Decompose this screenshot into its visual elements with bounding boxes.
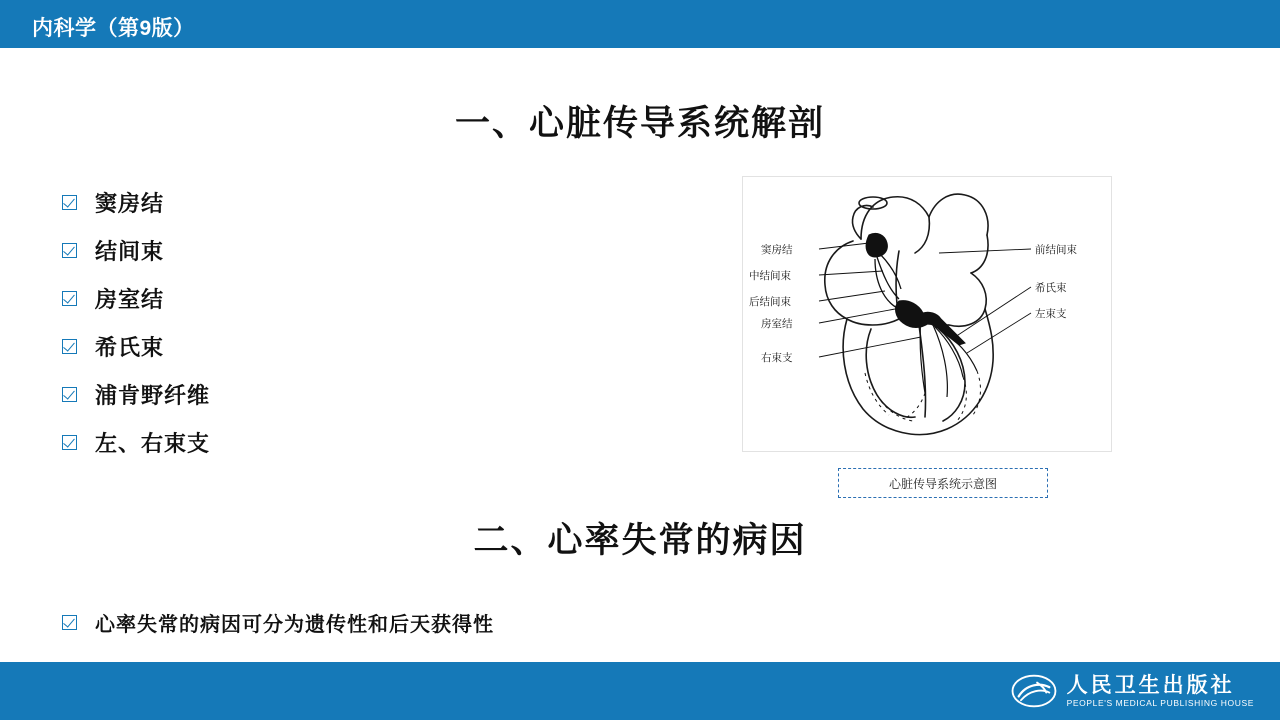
- check-icon: [62, 387, 77, 402]
- fig-label-av-node: 房室结: [761, 318, 793, 330]
- heart-diagram-svg: [743, 177, 1112, 452]
- section-title-etiology: 二、心率失常的病因: [473, 521, 807, 560]
- list-item: [62, 226, 482, 274]
- list-item-label: 结间束: [95, 238, 165, 264]
- publisher-logo: [1011, 670, 1254, 712]
- list-item-label: 浦肯野纤维: [95, 382, 211, 408]
- list-item-label: 希氏束: [95, 334, 165, 360]
- list-item: [62, 370, 482, 418]
- figure-caption: 心脏传导系统示意图: [838, 468, 1048, 498]
- check-icon: [62, 243, 77, 258]
- check-icon: [62, 195, 77, 210]
- list-item: [62, 178, 482, 226]
- fig-label-sa-node: 窦房结: [761, 244, 793, 256]
- publisher-text: [1067, 674, 1254, 708]
- check-icon: [62, 291, 77, 306]
- list-item-label: 左、右束支: [95, 430, 211, 456]
- list-item: [62, 322, 482, 370]
- list-item-label: 房室结: [95, 286, 165, 312]
- check-icon: [62, 435, 77, 450]
- publisher-name-en: PEOPLE'S MEDICAL PUBLISHING HOUSE: [1066, 697, 1254, 708]
- footer-bar: [0, 662, 1280, 720]
- list-item: [62, 418, 482, 466]
- heart-conduction-diagram: [742, 176, 1112, 452]
- list-item: [62, 608, 494, 637]
- list-item-label: 心率失常的病因可分为遗传性和后天获得性: [95, 614, 494, 636]
- bullet-list: [62, 178, 482, 466]
- fig-label-left-bundle: 左束支: [1035, 308, 1067, 320]
- list-item-label: 窦房结: [95, 190, 165, 216]
- fig-label-right-bundle: 右束支: [761, 352, 793, 364]
- check-icon: [62, 615, 77, 630]
- section-title-anatomy: 一、心脏传导系统解剖: [454, 104, 825, 143]
- fig-label-anterior-internodal: 前结间束: [1035, 244, 1077, 256]
- list-item: [62, 274, 482, 322]
- check-icon: [62, 339, 77, 354]
- fig-label-posterior-internodal: 后结间束: [749, 296, 791, 308]
- publisher-name-cn: 人民卫生出版社: [1066, 673, 1235, 697]
- fig-label-middle-internodal: 中结间束: [749, 270, 791, 282]
- publisher-logo-icon: [1011, 673, 1057, 709]
- header-title: 内科学（第9版）: [32, 17, 195, 40]
- fig-label-his-bundle: 希氏束: [1035, 282, 1067, 294]
